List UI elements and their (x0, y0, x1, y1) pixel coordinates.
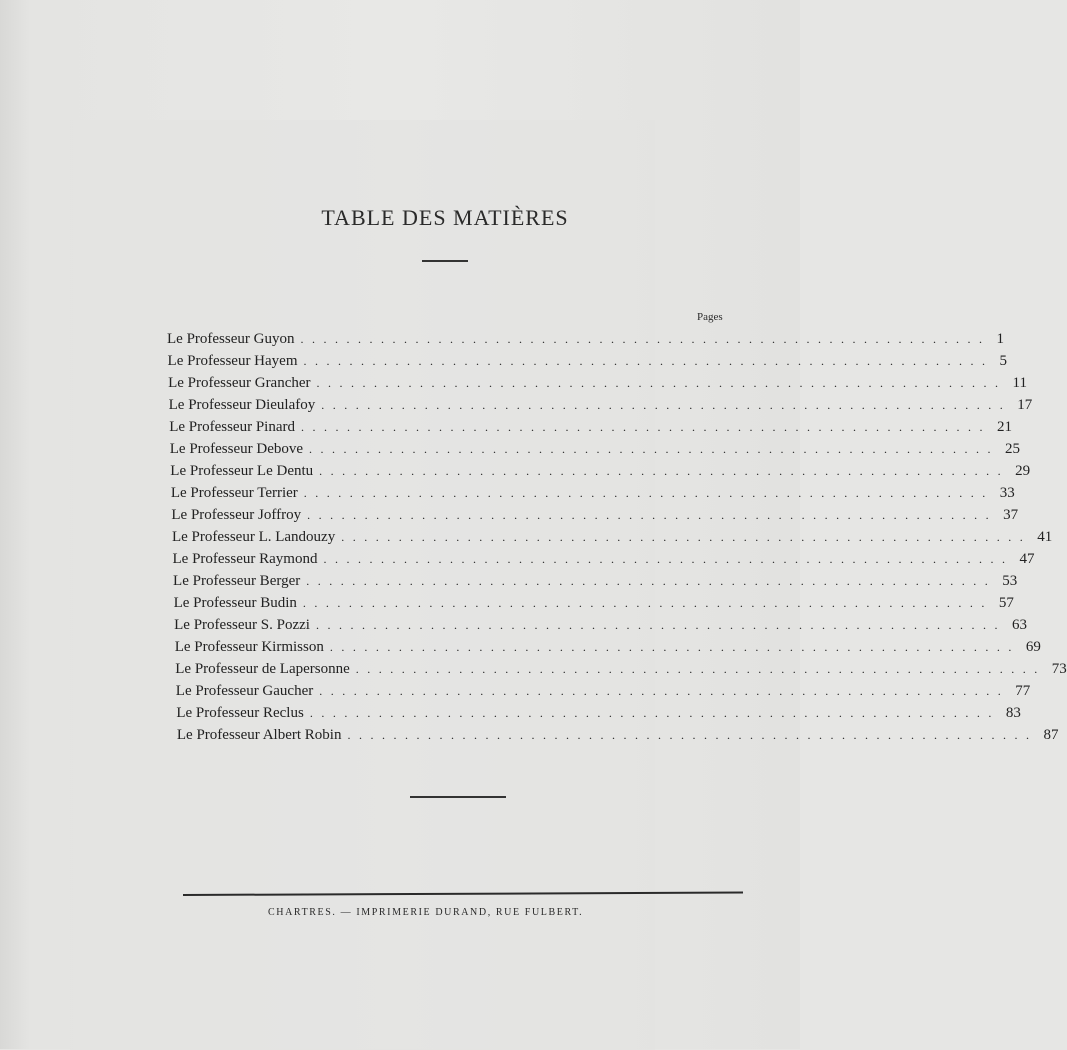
toc-entry-page: 53 (1002, 573, 1018, 589)
toc-entry (174, 639, 1041, 661)
toc-entry-page: 17 (1017, 397, 1033, 413)
toc-entry-name: Le Professeur Raymond (172, 551, 318, 567)
toc-entry-name: Le Professeur S. Pozzi (174, 617, 310, 633)
dot-leader: ............................................................ (347, 728, 1038, 742)
dot-leader: ............................................................ (306, 574, 997, 588)
toc-entry (174, 617, 1027, 639)
toc-entry (175, 683, 1031, 705)
toc-entry (167, 331, 1004, 353)
toc-entry-page: 5 (999, 353, 1008, 369)
toc-entry-page: 69 (1025, 639, 1041, 655)
dot-leader: ............................................................ (319, 464, 1010, 478)
toc-entry-name: Le Professeur Le Dentu (170, 463, 314, 479)
dot-leader: ............................................................ (323, 552, 1014, 566)
toc-entry (176, 705, 1021, 727)
dot-leader: ............................................................ (303, 486, 994, 500)
toc-entry-page: 1 (996, 331, 1004, 347)
dot-leader: ............................................................ (355, 662, 1046, 676)
toc-entry-page: 87 (1043, 727, 1059, 743)
toc-entry-page: 29 (1015, 463, 1031, 479)
toc-entry-page: 25 (1005, 441, 1021, 457)
end-rule (410, 796, 506, 798)
toc-entry-name: Le Professeur Reclus (176, 705, 304, 721)
dot-leader: ............................................................ (329, 640, 1020, 654)
toc-entry (168, 397, 1033, 419)
toc-entry-name: Le Professeur Albert Robin (176, 727, 342, 743)
toc-entry-name: Le Professeur Dieulafoy (168, 397, 316, 413)
toc-entry-page: 41 (1037, 529, 1053, 545)
toc-entry-name: Le Professeur Pinard (169, 419, 295, 435)
toc-entry (168, 375, 1027, 397)
toc-entry (171, 507, 1019, 529)
dot-leader: ............................................................ (309, 442, 1000, 456)
toc-entry (171, 529, 1053, 551)
toc-entry-page: 47 (1019, 551, 1035, 567)
toc-entry (173, 573, 1018, 595)
toc-entry-name: Le Professeur Grancher (168, 375, 311, 391)
toc-entry-name: Le Professeur L. Landouzy (171, 529, 336, 545)
toc-entry-name: Le Professeur Hayem (167, 353, 298, 369)
dot-leader: ............................................................ (341, 530, 1032, 544)
dot-leader: ............................................................ (302, 596, 993, 610)
toc-entry (169, 419, 1012, 441)
toc-entry-name: Le Professeur Joffroy (171, 507, 302, 523)
dot-leader: ............................................................ (321, 398, 1012, 412)
toc-entry-page: 63 (1011, 617, 1027, 633)
dot-leader: ............................................................ (303, 354, 994, 368)
toc-entry (175, 661, 1067, 683)
toc-entry-name: Le Professeur Budin (173, 595, 297, 611)
toc-entry-name: Le Professeur Debove (169, 441, 304, 457)
toc-entry-name: Le Professeur Terrier (170, 485, 298, 501)
toc-entry-name: Le Professeur Berger (173, 573, 301, 589)
toc-entry-page: 33 (999, 485, 1015, 501)
pages-column-label: Pages (697, 311, 723, 323)
dot-leader: ............................................................ (307, 508, 998, 522)
toc-entry (170, 463, 1031, 485)
toc-entry-page: 37 (1003, 507, 1019, 523)
printer-imprint: CHARTRES. — IMPRIMERIE DURAND, RUE FULBERT. (268, 907, 584, 918)
toc-entry-name: Le Professeur Gaucher (175, 683, 314, 699)
toc-entry-page: 11 (1012, 375, 1027, 391)
dot-leader: ............................................................ (301, 420, 991, 434)
toc-entry (173, 595, 1014, 617)
dot-leader: ............................................................ (319, 684, 1010, 698)
toc-entry (169, 441, 1021, 463)
toc-entry-page: 57 (998, 595, 1014, 611)
toc-entry-page: 83 (1005, 705, 1021, 721)
page-title: TABLE DES MATIÈRES (321, 205, 569, 230)
toc-entry (176, 727, 1059, 749)
dot-leader: ............................................................ (315, 618, 1006, 632)
toc-entry (167, 353, 1008, 375)
toc-entry-page: 77 (1015, 683, 1031, 699)
toc-entry-name: Le Professeur Kirmisson (174, 639, 324, 655)
dot-leader: ............................................................ (300, 332, 991, 346)
toc-entry (172, 551, 1035, 573)
dot-leader: ............................................................ (309, 706, 1000, 720)
toc-entry-page: 21 (997, 419, 1012, 435)
toc-entry-page: 73 (1051, 661, 1067, 677)
title-rule (422, 260, 468, 262)
toc-entry-name: Le Professeur de Lapersonne (175, 661, 350, 677)
toc-entry (170, 485, 1015, 507)
toc-entry-name: Le Professeur Guyon (167, 331, 295, 347)
dot-leader: ............................................................ (316, 376, 1007, 390)
